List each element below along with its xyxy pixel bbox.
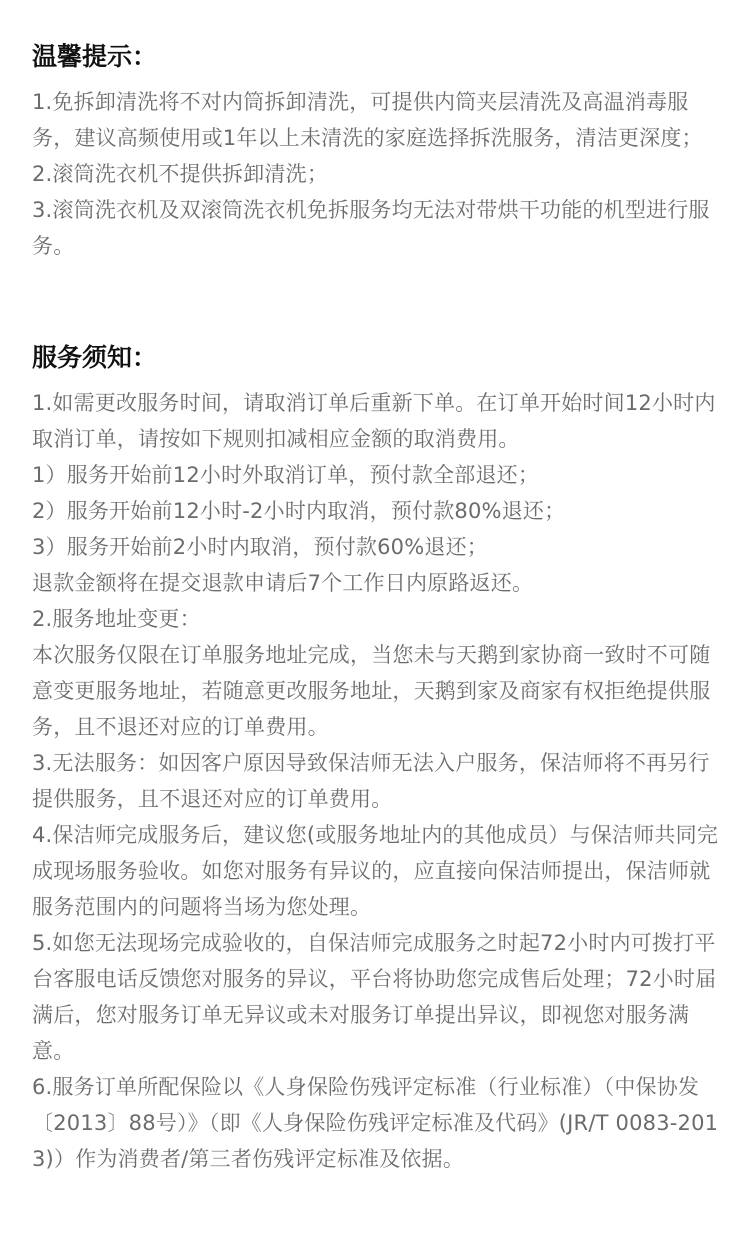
service-notice-item: 1.如需更改服务时间，请取消订单后重新下单。在订单开始时间12小时内取消订单，请按如下规则扣减相应金额的取消费用。 (32, 391, 716, 451)
warm-tip-item: 2.滚筒洗衣机不提供拆卸清洗； (32, 162, 329, 186)
warm-tip-item: 1.免拆卸清洗将不对内筒拆卸清洗，可提供内筒夹层清洗及高温消毒服务，建议高频使用或1年以上未清洗的家庭选择拆洗服务，清洁更深度； (32, 90, 703, 150)
service-notice-item: 6.服务订单所配保险以《人身保险伤残评定标准（行业标准）（中保协发〔2013〕88号）》（即《人身保险伤残评定标准及代码》(JR/T 0083-2013)）作为消费者/第三者伤残评定标准及依据。 (32, 1075, 719, 1171)
warm-tips-title: 温馨提示： (32, 42, 158, 71)
service-notice-item: 3.无法服务：如因客户原因导致保洁师无法入户服务，保洁师将不再另行提供服务，且不退还对应的订单费用。 (32, 751, 710, 811)
service-notice-item: 5.如您无法现场完成验收的，自保洁师完成服务之时起72小时内可拨打平台客服电话反馈您对服务的异议，平台将协助您完成售后处理；72小时届满后，您对服务订单无异议或未对服务订单提出异议，即视您对服务满意。 (32, 931, 717, 1063)
service-notice-item: 2）服务开始前12小时-2小时内取消，预付款80%退还； (32, 499, 566, 523)
service-notice-title: 服务须知： (32, 343, 158, 372)
service-notice-item: 本次服务仅限在订单服务地址完成，当您未与天鹅到家协商一致时不可随意变更服务地址，若随意更改服务地址，天鹅到家及商家有权拒绝提供服务，且不退还对应的订单费用。 (32, 643, 711, 739)
service-notice-item: 2.服务地址变更： (32, 607, 201, 631)
service-notice-item: 1）服务开始前12小时外取消订单，预付款全部退还； (32, 463, 540, 487)
service-notice-item: 退款金额将在提交退款申请后7个工作日内原路返还。 (32, 571, 534, 595)
warm-tip-item: 3.滚筒洗衣机及双滚筒洗衣机免拆服务均无法对带烘干功能的机型进行服务。 (32, 198, 710, 258)
service-notice-section (32, 343, 722, 1177)
warm-tips-section (32, 42, 722, 264)
service-notice-item: 4.保洁师完成服务后，建议您(或服务地址内的其他成员）与保洁师共同完成现场服务验收。如您对服务有异议的，应直接向保洁师提出，保洁师就服务范围内的问题将当场为您处理。 (32, 823, 719, 919)
service-notice-item: 3）服务开始前2小时内取消，预付款60%退还； (32, 535, 488, 559)
